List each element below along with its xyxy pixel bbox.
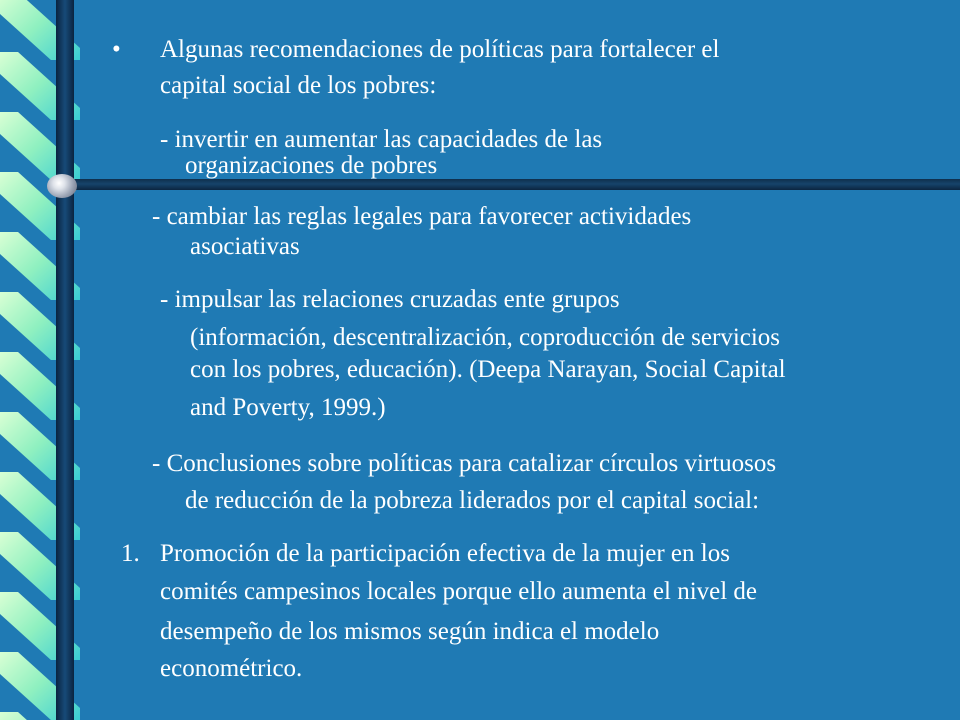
numbered-item-line-2: comités campesinos locales porque ello aumenta el nivel de [160,578,758,605]
numbered-item-line-3: desempeño de los mismos según indica el modelo [160,618,660,645]
recommendation-2-line-1: - cambiar las reglas legales para favorecer actividades [152,203,692,230]
recommendation-3-line-2: (información, descentralización, coproducción de servicios [190,324,781,351]
recommendation-2-line-2: asociativas [190,233,300,260]
recommendation-1-line-1: - invertir en aumentar las capacidades de las [160,126,603,153]
recommendation-1-line-2: organizaciones de pobres [185,152,438,179]
decorative-ribbon [0,0,80,720]
divider-bar [60,179,960,190]
intro-line-1: Algunas recomendaciones de políticas para fortalecer el [160,36,720,63]
numbered-item-line-1: Promoción de la participación efectiva de la mujer en los [160,540,730,567]
intro-line-2: capital social de los pobres: [160,72,437,99]
conclusions-line-2: de reducción de la pobreza liderados por el capital social: [185,487,760,514]
recommendation-3-line-3: con los pobres, educación). (Deepa Narayan, Social Capital [190,356,786,383]
recommendation-3-line-4: and Poverty, 1999.) [190,394,386,421]
numbered-item-number: 1. [121,540,140,567]
numbered-item-line-4: econométrico. [160,655,303,682]
recommendation-3-line-1: - impulsar las relaciones cruzadas ente grupos [160,286,620,313]
divider-knob [47,174,77,198]
bullet: • [112,36,121,63]
conclusions-line-1: - Conclusiones sobre políticas para catalizar círculos virtuosos [152,450,777,477]
